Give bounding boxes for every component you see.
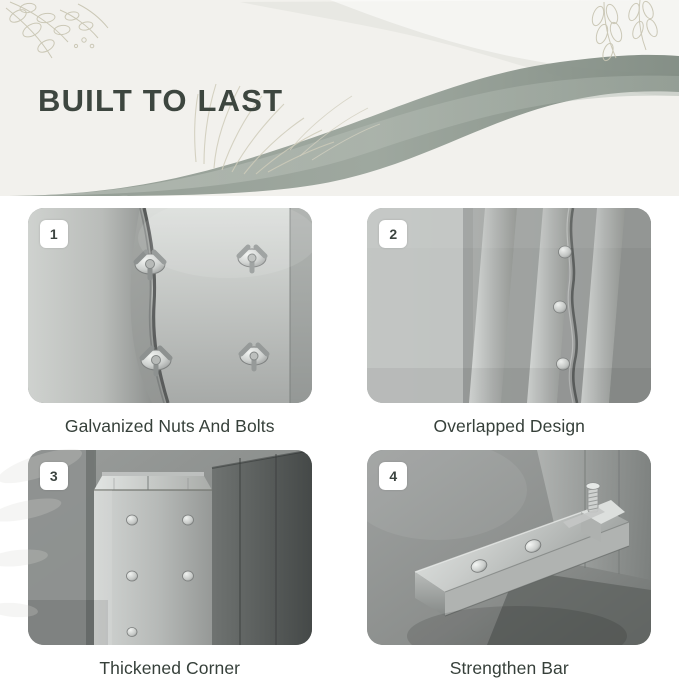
feature-grid: [0, 196, 679, 679]
feature-card-2[interactable]: [340, 196, 679, 438]
photo1-graphic: [28, 208, 312, 403]
badge-number-3: 3: [40, 462, 68, 490]
feature-caption-3: Thickened Corner: [99, 657, 241, 678]
galvanized-nuts-and-bolts-photo: [28, 208, 312, 403]
feature-card-4[interactable]: [340, 438, 679, 679]
badge-number-1: 1: [40, 220, 68, 248]
page-title: BUILT TO LAST: [38, 83, 284, 118]
header-banner: [0, 0, 679, 196]
feature-caption-4: Strengthen Bar: [449, 657, 569, 678]
feature-card-3[interactable]: [0, 438, 340, 679]
feature-caption-2: Overlapped Design: [433, 416, 585, 436]
strengthen-bar-photo: [367, 450, 651, 645]
photo4-graphic: [367, 450, 651, 645]
thickened-corner-photo: [28, 450, 312, 645]
badge-number-4: 4: [379, 462, 407, 490]
feature-caption-1: Galvanized Nuts And Bolts: [64, 416, 275, 436]
photo3-graphic: [28, 450, 312, 645]
photo2-graphic: [367, 208, 651, 403]
screw-icon: [586, 482, 600, 511]
overlapped-design-photo: [367, 208, 651, 403]
feature-card-1[interactable]: [0, 196, 340, 438]
badge-number-2: 2: [379, 220, 407, 248]
